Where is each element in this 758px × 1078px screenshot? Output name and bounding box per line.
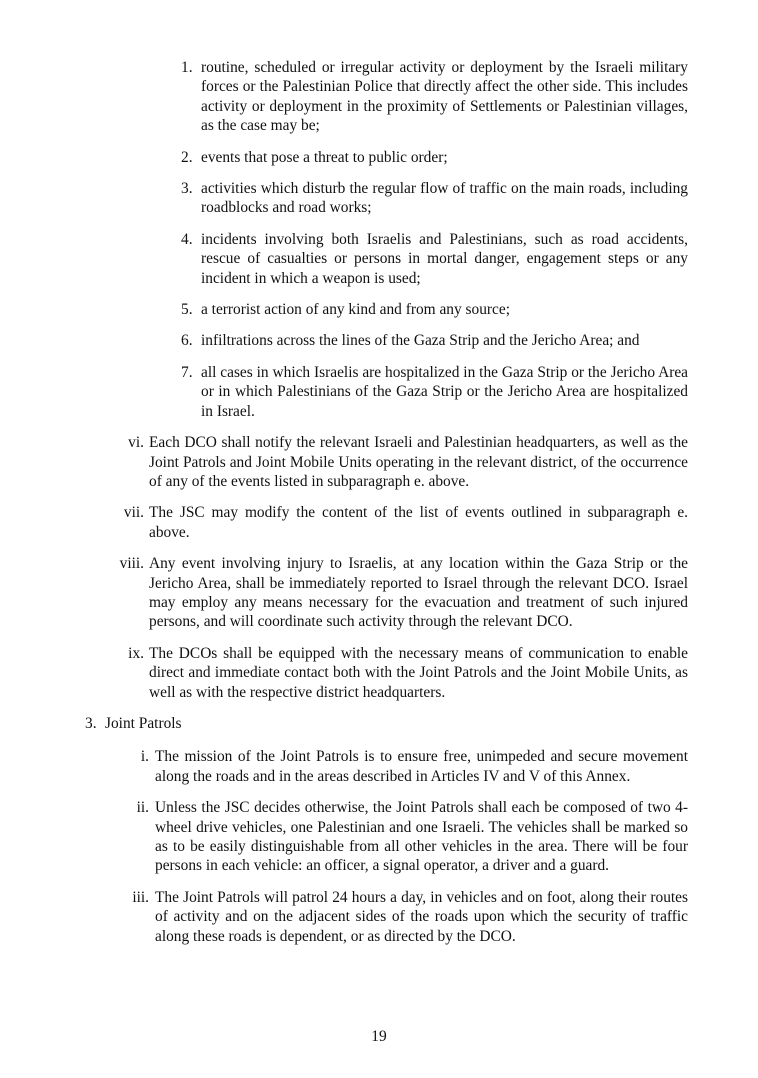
list-item-text: routine, scheduled or irregular activity or deployment by the Israeli military forces or the Palestinian Police that directly affect the other side. This includes activity or deployment in the proximity of Settlements or Palestinian villages, as the case may be; [201, 59, 688, 135]
list-item-marker: 5. [181, 301, 193, 319]
list-item [181, 363, 688, 421]
list-item-marker: i. [140, 748, 149, 766]
list-item-text: a terrorist action of any kind and from any source; [201, 301, 510, 319]
list-item-text: all cases in which Israelis are hospitalized in the Gaza Strip or the Jericho Area or in which Palestinians of the Gaza Strip or the Jericho Area are hospitalized in Israel. [201, 363, 688, 420]
list-item-text: The DCOs shall be equipped with the necessary means of communication to enable direct and immediate contact both with the Joint Patrols and the Joint Mobile Units, as well as with the respective district headquarters. [149, 644, 688, 701]
list-item-text: infiltrations across the lines of the Gaza Strip and the Jericho Area; and [201, 332, 640, 350]
section-heading-marker: 3. [85, 714, 97, 732]
list-item-text: The JSC may modify the content of the list of events outlined in subparagraph e. above. [149, 504, 688, 541]
list-item [119, 554, 688, 632]
list-item-text: Any event involving injury to Israelis, at any location within the Gaza Strip or the Jericho Area, shall be immediately reported to Israel through the relevant DCO. Israel may employ any means necessary for the evacuation and treatment of such injured persons, and will coordinate such activity through the relevant DCO. [149, 555, 688, 631]
page-number: 19 [371, 1027, 387, 1045]
numbered-list [85, 58, 688, 421]
list-item [129, 798, 688, 876]
list-item-marker: vii. [123, 504, 144, 522]
list-item-marker: ix. [128, 644, 144, 662]
list-item-text: incidents involving both Israelis and Palestinians, such as road accidents, rescue of casualties or persons in mortal danger, engagement steps or any incident in which a weapon is used; [201, 230, 688, 287]
list-item-marker: 2. [181, 148, 193, 166]
list-item-marker: vi. [128, 434, 144, 452]
roman-list-upper [85, 433, 688, 702]
list-item-marker: 3. [181, 180, 193, 198]
list-item [181, 331, 688, 350]
list-item-text: The Joint Patrols will patrol 24 hours a day, in vehicles and on foot, along their routes of activity and on the adjacent sides of the roads upon which the security of traffic along these roads is dependent, or as directed by the DCO. [155, 888, 688, 945]
list-item [181, 148, 688, 167]
list-item [119, 503, 688, 542]
list-item [181, 230, 688, 288]
roman-list-lower [85, 747, 688, 946]
section-heading [85, 714, 688, 733]
list-item [181, 58, 688, 136]
list-item [119, 433, 688, 491]
list-item-marker: viii. [119, 555, 144, 573]
list-item-text: Unless the JSC decides otherwise, the Joint Patrols shall each be composed of two 4-wheel drive vehicles, one Palestinian and one Israeli. The vehicles shall be marked so as to be easily distinguishable from all other vehicles in the area. There will be four persons in each vehicle: an officer, a signal operator, a driver and a guard. [155, 799, 688, 875]
section-heading-title: Joint Patrols [105, 714, 182, 732]
list-item-text: events that pose a threat to public order; [201, 148, 448, 166]
list-item [181, 179, 688, 218]
list-item-marker: 1. [181, 59, 193, 76]
list-item-marker: 4. [181, 230, 193, 248]
list-item-marker: 7. [181, 363, 193, 381]
list-item-text: The mission of the Joint Patrols is to ensure free, unimpeded and secure movement along the roads and in the areas described in Articles IV and V of this Annex. [155, 748, 688, 785]
list-item-marker: ii. [136, 799, 149, 817]
list-item-text: activities which disturb the regular flow of traffic on the main roads, including roadblocks and road works; [201, 180, 688, 217]
list-item-text: Each DCO shall notify the relevant Israeli and Palestinian headquarters, as well as the Joint Patrols and Joint Mobile Units operating in the relevant district, of the occurrence of any of the events listed in subparagraph e. above. [149, 434, 688, 490]
list-item [129, 747, 688, 786]
list-item [129, 888, 688, 946]
list-item-marker: iii. [132, 888, 149, 906]
list-item [181, 300, 688, 319]
list-item [119, 644, 688, 702]
list-item-marker: 6. [181, 332, 193, 350]
